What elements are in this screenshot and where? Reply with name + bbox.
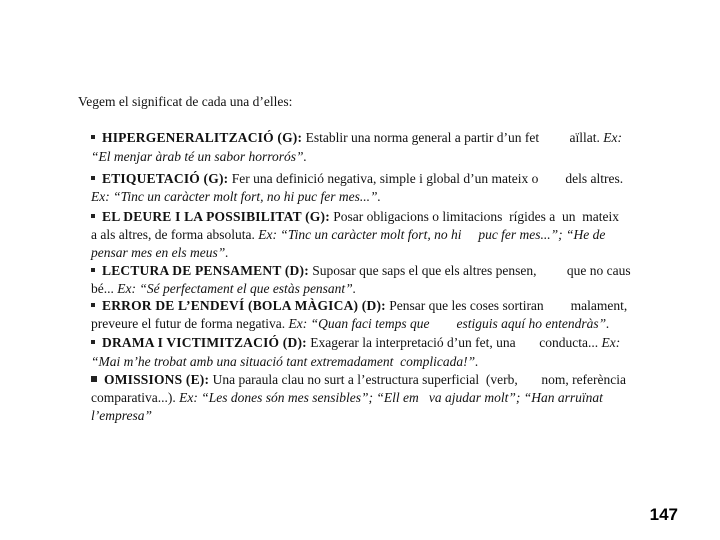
example-text: Ex: [603,130,622,145]
term-label: HIPERGENERALITZACIÓ (G): [102,130,303,145]
bullet-icon [91,268,95,272]
bullet-icon [91,376,97,382]
term-label: ERROR DE L’ENDEVÍ (BOLA MÀGICA) (D): [102,298,386,313]
bullet-icon [91,340,95,344]
list-item-line [91,317,610,331]
list-item-line [91,409,152,423]
body-text: preveure el futur de forma negativa. [91,316,289,331]
list-item-line [91,336,620,350]
list-item-line [91,299,627,313]
bullet-icon [91,214,95,218]
list-item-line [91,282,356,296]
body-text: Establir una norma general a partir d’un fet aïllat. [302,130,604,145]
body-text: Posar obligacions o limitacions rígides a un mateix [329,209,619,224]
bullet-icon [91,176,95,180]
list-item-line [91,246,229,260]
bullet-icon [91,303,95,307]
list-item-line [91,131,622,145]
term-label: OMISSIONS (E): [104,372,210,387]
list-item-line [91,228,605,242]
term-label: ETIQUETACIÓ (G): [102,171,229,186]
bullet-icon [91,135,95,139]
body-text: bé... [91,281,118,296]
example-text: “Mai m’he trobat amb una situació tant extremadament complicada!”. [91,354,479,369]
example-text: “El menjar àrab té un sabor horrorós”. [91,149,307,164]
intro-text: Vegem el significat de cada una d’elles: [78,94,293,109]
example-text: Ex: “Tinc un caràcter molt fort, no hi puc fer mes...”; “He de [258,227,606,242]
list-item-line [91,373,626,387]
body-text: Pensar que les coses sortiran malament, [385,298,628,313]
example-text: Ex: “Les dones són mes sensibles”; “Ell em va ajudar molt”; “Han arruïnat [179,390,603,405]
list-item-line [91,355,478,369]
page-number: 147 [649,505,678,524]
body-text: Fer una definició negativa, simple i global d’un mateix o dels altres. [228,171,624,186]
list-item-line [91,150,307,164]
body-text: Exagerar la interpretació d’un fet, una conducta... [306,335,602,350]
example-text: Ex: “Tinc un caràcter molt fort, no hi puc fer mes...”. [91,189,381,204]
example-text: pensar mes en els meus”. [91,245,229,260]
term-label: LECTURA DE PENSAMENT (D): [102,263,309,278]
example-text: Ex: [601,335,621,350]
list-item-line [91,210,619,224]
term-label: EL DEURE I LA POSSIBILITAT (G): [102,209,330,224]
term-label: DRAMA I VICTIMITZACIÓ (D): [102,335,307,350]
list-item-line [91,172,623,186]
list-item-line [91,264,631,278]
example-text: Ex: “Quan faci temps que estiguis aquí ho entendràs”. [288,316,610,331]
body-text: Una paraula clau no surt a l’estructura superficial (verb, nom, referència [209,372,627,387]
example-text: Ex: “Sé perfectament el que estàs pensant”. [117,281,357,296]
body-text: a als altres, de forma absoluta. [91,227,259,242]
list-item-line [91,190,381,204]
body-text: Suposar que saps el que els altres pensen, que no caus [308,263,631,278]
example-text: l’empresa” [91,408,152,423]
list-item-line [91,391,603,405]
body-text: comparativa...). [91,390,180,405]
